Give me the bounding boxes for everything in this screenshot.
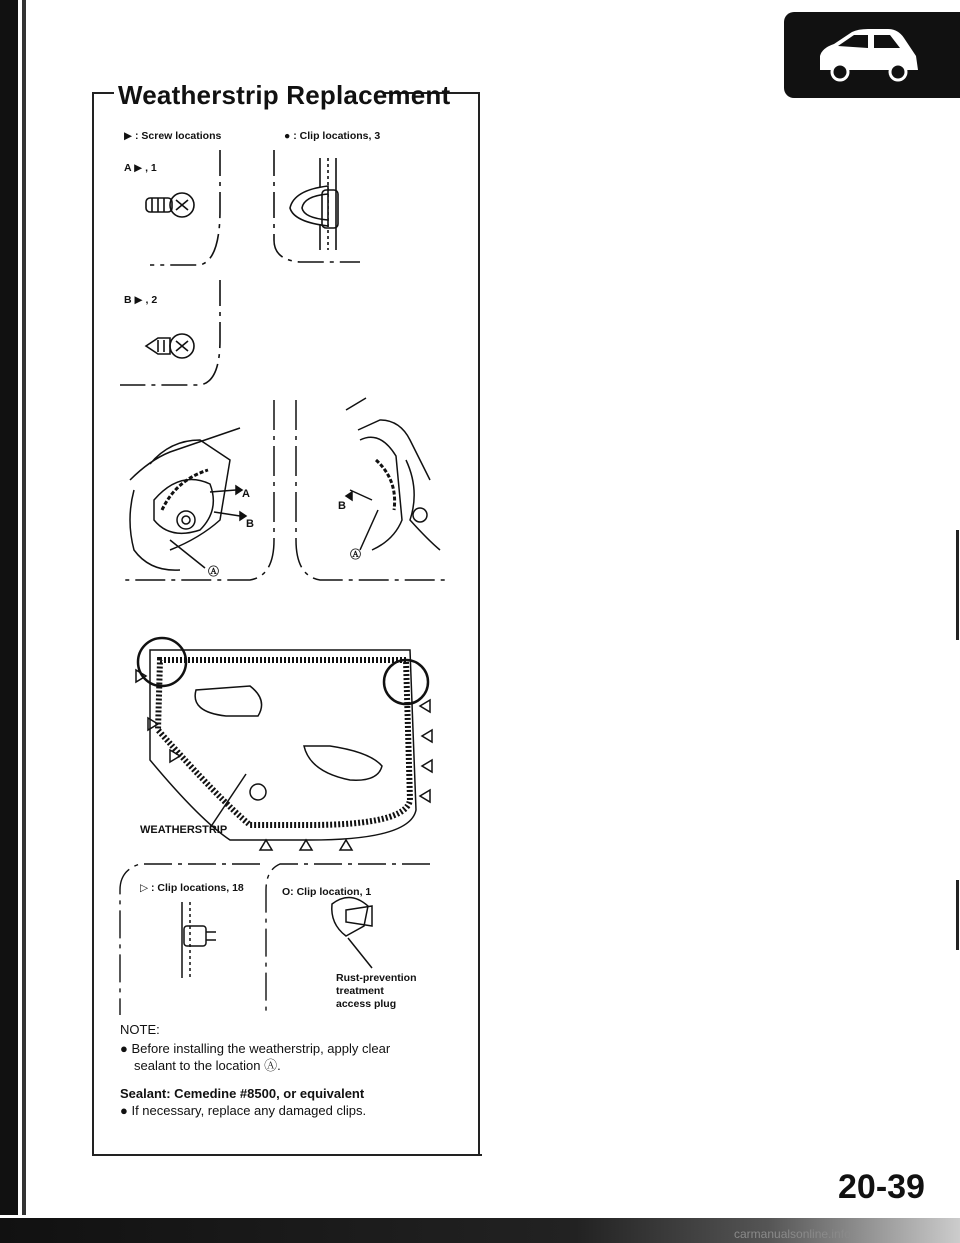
screw-b-illustration	[120, 280, 220, 385]
watermark: carmanualsonline.info	[734, 1227, 851, 1241]
round-clip-legend: O: Clip location, 1	[282, 886, 372, 898]
rust-label-line3: access plug	[336, 998, 397, 1010]
door-panel-weatherstrip-diagram	[110, 620, 450, 850]
binder-edge	[0, 0, 18, 1215]
screw-a-illustration	[146, 150, 220, 265]
left-diagram-label-a: A	[242, 488, 250, 500]
rust-label-line1: Rust-prevention	[336, 972, 417, 984]
page-number: 20-39	[838, 1168, 925, 1206]
weatherstrip-path	[158, 660, 410, 825]
left-door-diagram	[120, 400, 274, 580]
screw-b-label: B ▶ , 2	[124, 294, 158, 306]
left-diagram-label-circle-a: Ⓐ	[208, 566, 219, 578]
screw-clip-details	[110, 150, 470, 390]
screw-legend: ▶ : Screw locations	[124, 130, 222, 142]
screw-a-label: A ▶ , 1	[124, 162, 157, 174]
frame-right	[478, 92, 480, 1156]
rust-label-line2: treatment	[336, 985, 384, 997]
frame-top-left	[92, 92, 114, 94]
right-edge-mark	[956, 530, 959, 640]
note-heading: NOTE:	[120, 1022, 160, 1037]
small-clip-legend: ▷ : Clip locations, 18	[140, 882, 244, 894]
note-item1-line2: sealant to the location Ⓐ.	[134, 1058, 281, 1073]
clip-illustration	[274, 150, 360, 262]
page-title: Weatherstrip Replacement	[118, 80, 451, 110]
binder-edge-inner	[22, 0, 26, 1215]
section-tab	[784, 12, 960, 98]
door-location-diagrams	[110, 400, 470, 600]
small-clip-illustration	[182, 902, 216, 978]
car-hatchback-icon	[814, 26, 924, 82]
clip-legend: ● : Clip locations, 3	[284, 130, 381, 142]
note-item1-line1: ● Before installing the weatherstrip, apply clear	[120, 1041, 391, 1056]
left-diagram-label-b: B	[246, 518, 254, 530]
right-door-diagram	[296, 398, 450, 580]
note-sealant: Sealant: Cemedine #8500, or equivalent	[120, 1086, 365, 1101]
weatherstrip-label: WEATHERSTRIP	[140, 824, 228, 836]
right-diagram-label-b: B	[338, 500, 346, 512]
round-clip-illustration	[332, 897, 372, 968]
note-item2: ● If necessary, replace any damaged clips.	[120, 1103, 367, 1118]
right-edge-mark	[956, 880, 959, 950]
right-diagram-label-circle-a: Ⓐ	[350, 549, 361, 561]
